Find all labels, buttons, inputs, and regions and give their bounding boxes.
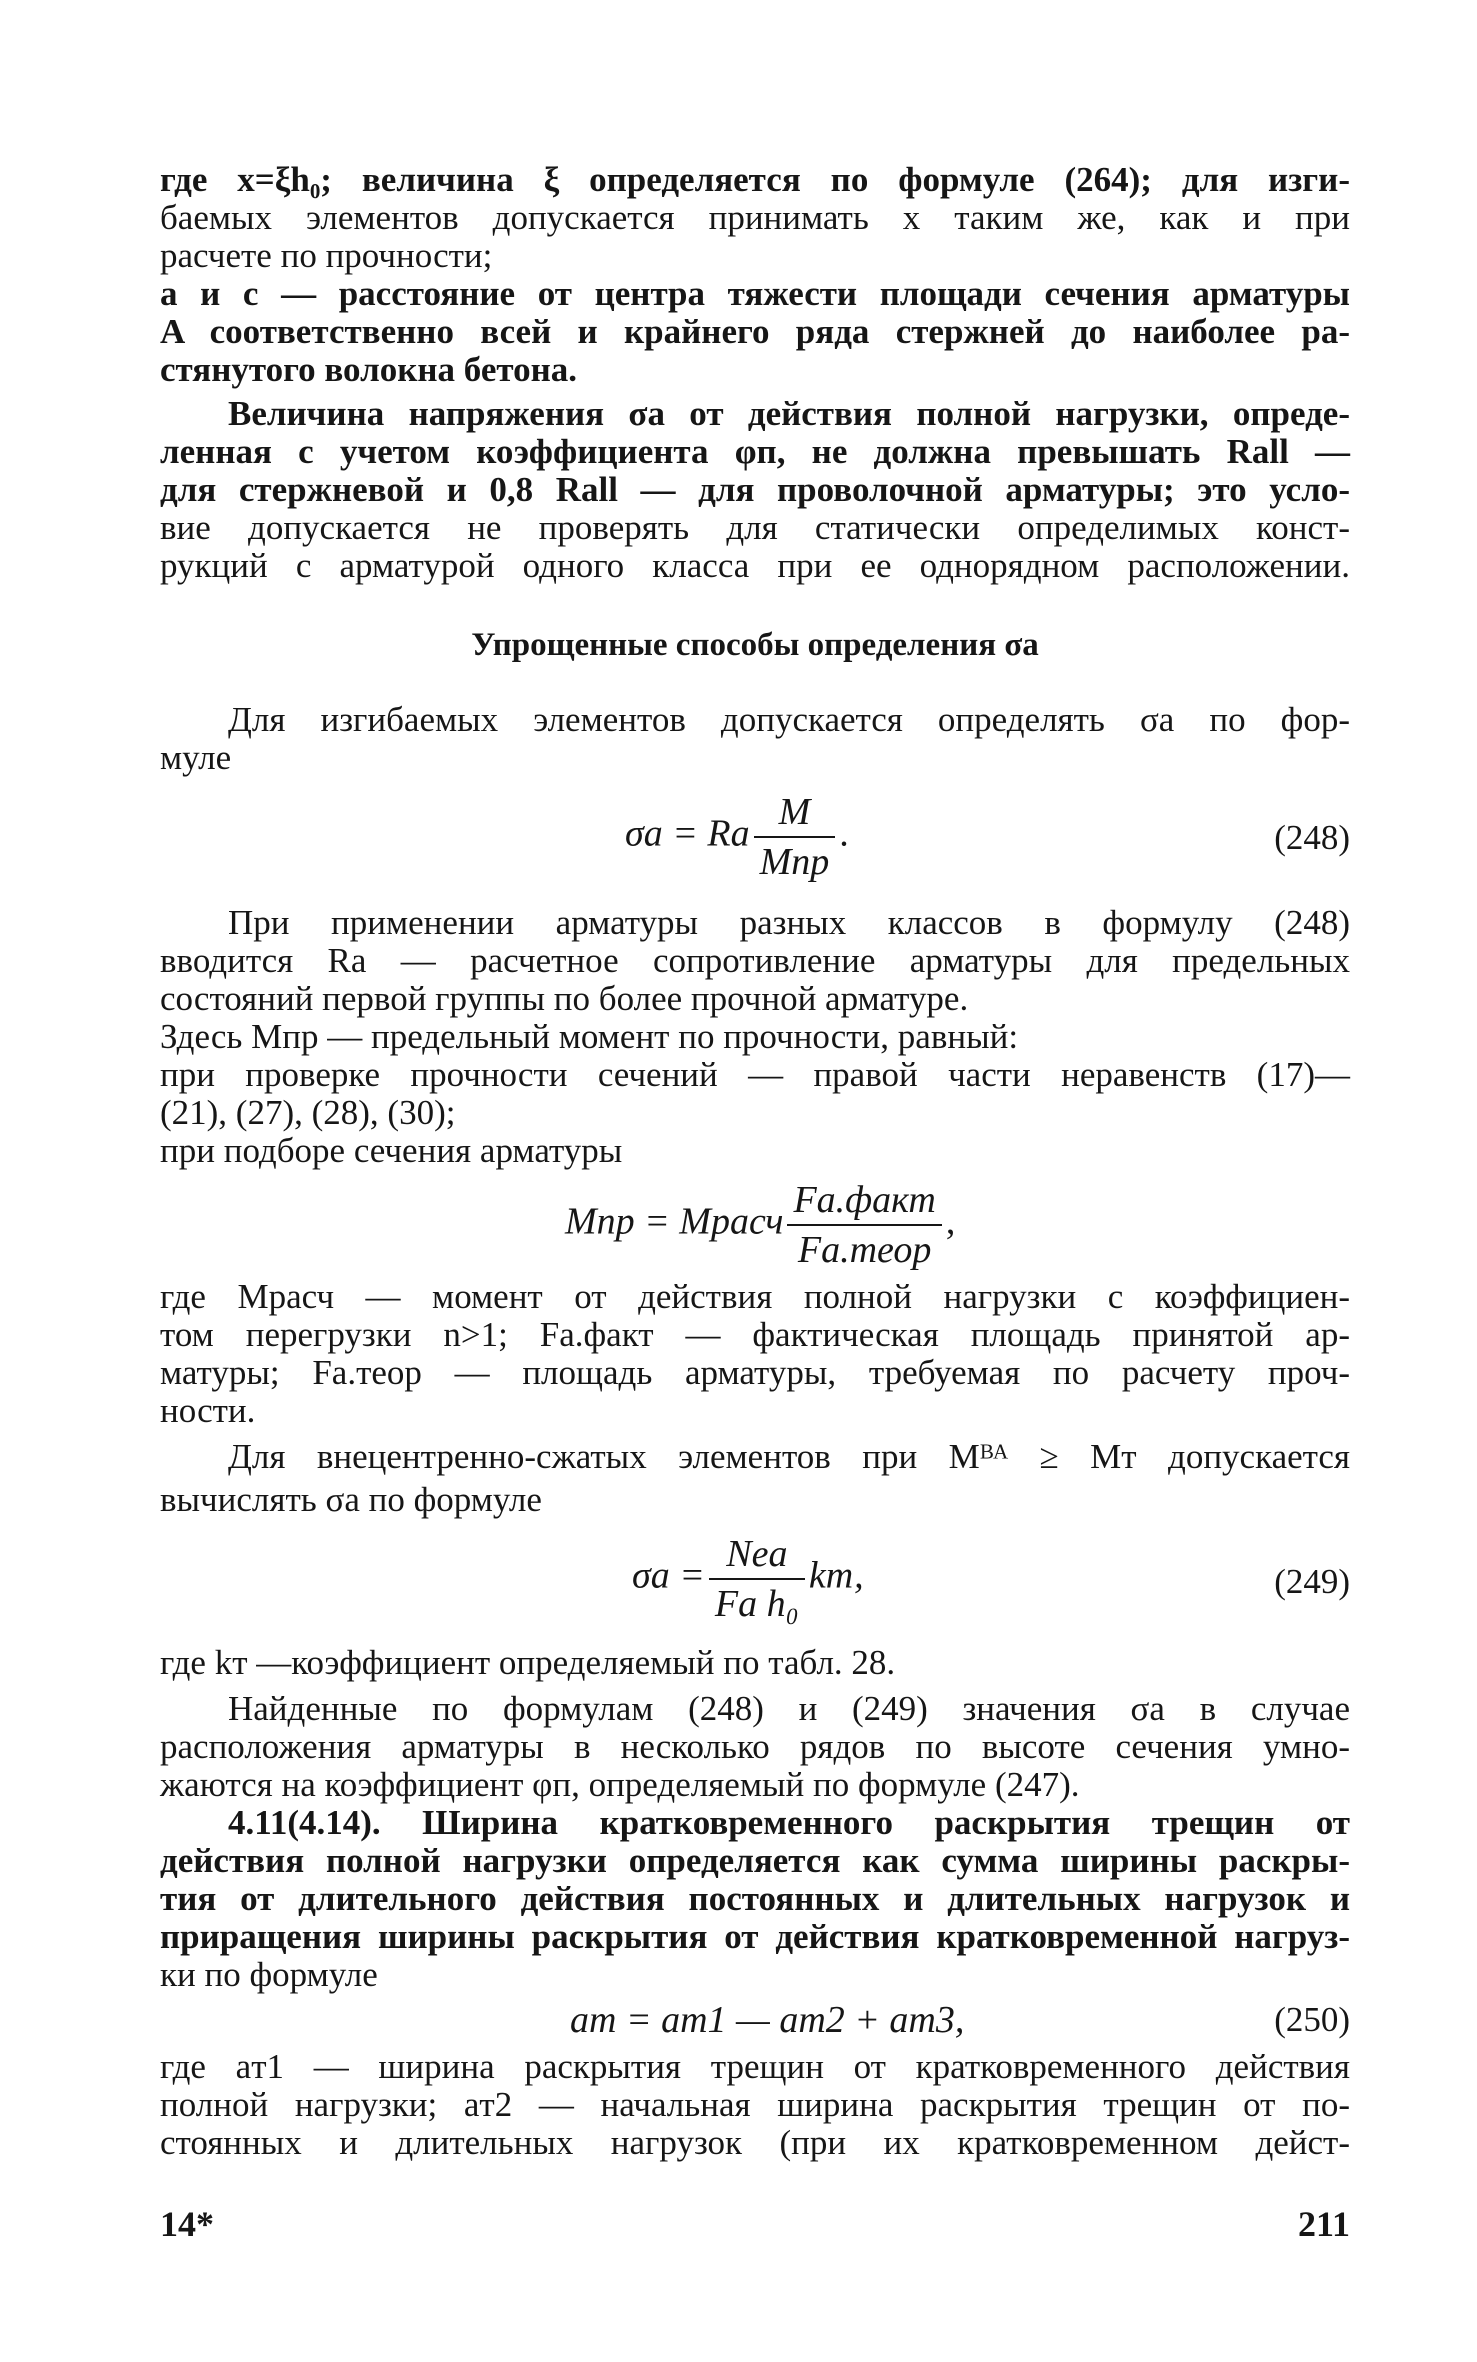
text-line: где kт —коэффициент определяемый по табл. 28. [160, 1643, 896, 1682]
formula-248 [625, 790, 849, 884]
formula-tail: , [945, 1200, 956, 1243]
text-line: баемых элементов допускается принимать x таким же, как и при [160, 198, 1350, 237]
text-line: для стержневой и 0,8 Rаll — для проволочной арматуры; это усло- [160, 470, 1350, 509]
text-line: Для изгибаемых элементов допускается определять σа по фор- [228, 700, 1350, 739]
text-line: где x=ξh₀; величина ξ определяется по формуле (264); для изги- [160, 160, 1350, 199]
text-line: ленная с учетом коэффициента φп, не должна превышать Rаll — [160, 432, 1350, 471]
signature-mark: 14* [160, 2204, 214, 2244]
text-line: жаются на коэффициент φп, определяемый по формуле (247). [160, 1765, 1080, 1804]
equation-number: (248) [1274, 818, 1350, 857]
equation-number: (250) [1274, 2000, 1350, 2039]
text-line: где Mрасч — момент от действия полной нагрузки с коэффициен- [160, 1277, 1350, 1316]
text-line: стоянных и длительных нагрузок (при их кратковременном дейст- [160, 2123, 1350, 2162]
text-line: a и c — расстояние от центра тяжести площади сечения арматуры [160, 274, 1350, 313]
fraction-denominator: Fа.теор [787, 1224, 941, 1272]
section-heading: Упрощенные способы определения σа [471, 627, 1039, 663]
text-line: Здесь Mпр — предельный момент по прочности, равный: [160, 1017, 1019, 1056]
fraction [754, 790, 836, 884]
formula-lhs: σа = Rа [625, 812, 750, 855]
text-line: муле [160, 738, 232, 777]
formula-lhs: σа = [632, 1554, 705, 1597]
fraction-numerator: M [778, 791, 811, 833]
text-line: действия полной нагрузки определяется как сумма ширины раскры- [160, 1841, 1350, 1880]
text-line: расположения арматуры в несколько рядов по высоте сечения умно- [160, 1727, 1350, 1766]
formula-tail: kт, [808, 1554, 864, 1597]
text-line: При применении арматуры разных классов в формулу (248) [228, 903, 1350, 942]
fraction-numerator: Fа.факт [793, 1179, 936, 1221]
text-line: (21), (27), (28), (30); [160, 1093, 456, 1132]
text-line: Для внецентренно-сжатых элементов при Mᴮᴬ ≥ Mт допускается [228, 1437, 1350, 1476]
formula-249 [632, 1532, 864, 1626]
text-line: где aт1 — ширина раскрытия трещин от кратковременного действия [160, 2047, 1350, 2086]
text-line: вие допускается не проверять для статически определимых конст- [160, 508, 1350, 547]
text-line: приращения ширины раскрытия от действия кратковременной нагруз- [160, 1917, 1350, 1956]
text-line: Найденные по формулам (248) и (249) значения σа в случае [228, 1689, 1350, 1728]
text-line: состояний первой группы по более прочной арматуре. [160, 979, 969, 1018]
text-line: стянутого волокна бетона. [160, 350, 578, 389]
fraction-denominator: Mпр [754, 836, 836, 884]
fraction [709, 1532, 805, 1626]
text-line: Величина напряжения σа от действия полной нагрузки, опреде- [228, 394, 1350, 433]
formula-250: aт = aт1 — aт2 + aт3, [570, 1999, 965, 2041]
formula-tail: . [839, 812, 849, 855]
text-line: вводится Rа — расчетное сопротивление арматуры для предельных [160, 941, 1350, 980]
text-line: ности. [160, 1391, 256, 1430]
text-line: расчете по прочности; [160, 236, 493, 275]
fraction-denominator: Fа h₀ [709, 1578, 805, 1626]
text-line: ки по формуле [160, 1955, 378, 1994]
text-line: том перегрузки n>1; Fа.факт — фактическая площадь принятой ар- [160, 1315, 1350, 1354]
text-line: при проверке прочности сечений — правой части неравенств (17)— [160, 1055, 1350, 1094]
fraction-numerator: Neа [726, 1533, 788, 1575]
text-line: вычислять σа по формуле [160, 1480, 542, 1519]
text-line: полной нагрузки; aт2 — начальная ширина раскрытия трещин от по- [160, 2085, 1350, 2124]
formula-lhs: Mпр = Mрасч [565, 1200, 784, 1243]
text-line: A соответственно всей и крайнего ряда стержней до наиболее ра- [160, 312, 1350, 351]
formula-mpr [565, 1178, 955, 1272]
text-line: 4.11(4.14). Ширина кратковременного раскрытия трещин от [228, 1803, 1350, 1842]
text-line: матуры; Fа.теор — площадь арматуры, требуемая по расчету проч- [160, 1353, 1350, 1392]
text-line: при подборе сечения арматуры [160, 1131, 623, 1170]
text-line: тия от длительного действия постоянных и длительных нагрузок и [160, 1879, 1350, 1918]
equation-number: (249) [1274, 1562, 1350, 1601]
page-number: 211 [1297, 2204, 1350, 2244]
fraction [787, 1178, 941, 1272]
text-line: рукций с арматурой одного класса при ее однорядном расположении. [160, 546, 1350, 585]
